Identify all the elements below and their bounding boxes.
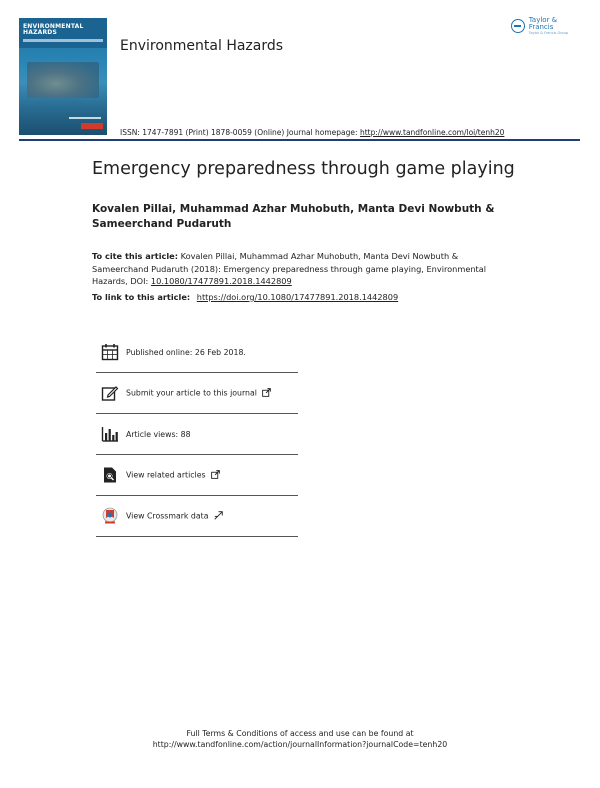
article-link-label: To link to this article: bbox=[92, 292, 191, 302]
journal-name: Environmental Hazards bbox=[120, 38, 284, 54]
calendar-icon bbox=[100, 342, 120, 362]
crossmark-row[interactable] bbox=[96, 496, 298, 537]
publisher-name: Taylor & Francis bbox=[528, 15, 558, 31]
bar-chart-icon bbox=[100, 424, 120, 444]
cover-photo bbox=[27, 62, 99, 98]
published-date: Published online: 26 Feb 2018. bbox=[126, 347, 246, 357]
article-views: Article views: 88 bbox=[126, 429, 191, 439]
external-link-icon bbox=[262, 388, 271, 399]
cover-lines bbox=[69, 117, 101, 119]
publisher-logo-text bbox=[529, 17, 583, 36]
submit-row[interactable] bbox=[96, 373, 298, 414]
article-meta-list bbox=[96, 332, 298, 537]
related-articles-label: View related articles bbox=[126, 470, 206, 479]
citation-label: To cite this article: bbox=[92, 251, 178, 261]
article-authors: Kovalen Pillai, Muhammad Azhar Muhobuth, Manta Devi Nowbuth & Sameerchand Pudaruth bbox=[92, 203, 495, 230]
issn-line bbox=[120, 128, 504, 137]
related-row[interactable] bbox=[96, 455, 298, 496]
publisher-logo bbox=[511, 17, 583, 35]
footer-terms-url[interactable]: http://www.tandfonline.com/action/journalInformation?journalCode=tenh20 bbox=[152, 740, 448, 749]
views-row bbox=[96, 414, 298, 455]
cover-title: ENVIRONMENTAL HAZARDS bbox=[23, 23, 84, 36]
crossmark-link[interactable] bbox=[126, 511, 223, 522]
journal-homepage-link[interactable]: http://www.tandfonline.com/loi/tenh20 bbox=[359, 128, 505, 137]
submit-article-label: Submit your article to this journal bbox=[126, 388, 257, 397]
published-row bbox=[96, 332, 298, 373]
journal-cover bbox=[19, 18, 107, 135]
document-search-icon bbox=[100, 465, 120, 485]
crossmark-label: View Crossmark data bbox=[126, 511, 209, 520]
external-link-icon bbox=[211, 470, 220, 481]
submit-article-link[interactable] bbox=[126, 388, 271, 399]
cover-subtitle-bar bbox=[23, 39, 103, 42]
citation-text: Kovalen Pillai, Muhammad Azhar Muhobuth, Manta Devi Nowbuth & Sameerchand Pudaruth (2018): Emergency preparedness through game playing, Environmental Hazards, DOI: bbox=[92, 251, 487, 286]
publisher-group: Taylor & Francis Group bbox=[528, 30, 569, 35]
citation-doi-link[interactable]: 10.1080/17477891.2018.1442809 bbox=[150, 276, 292, 286]
article-doi-link[interactable]: https://doi.org/10.1080/17477891.2018.1442809 bbox=[196, 292, 399, 302]
header-rule bbox=[19, 139, 580, 141]
crossmark-link-icon bbox=[214, 511, 223, 522]
citation bbox=[92, 250, 512, 288]
crossmark-icon bbox=[100, 506, 120, 526]
footer-terms: Full Terms & Conditions of access and use can be found at bbox=[186, 729, 414, 738]
footer bbox=[0, 728, 600, 750]
related-articles-link[interactable] bbox=[126, 470, 220, 481]
cover-publisher-mark bbox=[81, 123, 103, 129]
article-title: Emergency preparedness through game playing bbox=[92, 159, 515, 179]
article-link-line bbox=[92, 292, 398, 302]
edit-icon bbox=[100, 383, 120, 403]
publisher-logo-icon bbox=[511, 19, 525, 33]
issn-text: ISSN: 1747-7891 (Print) 1878-0059 (Online) Journal homepage: bbox=[120, 128, 360, 137]
